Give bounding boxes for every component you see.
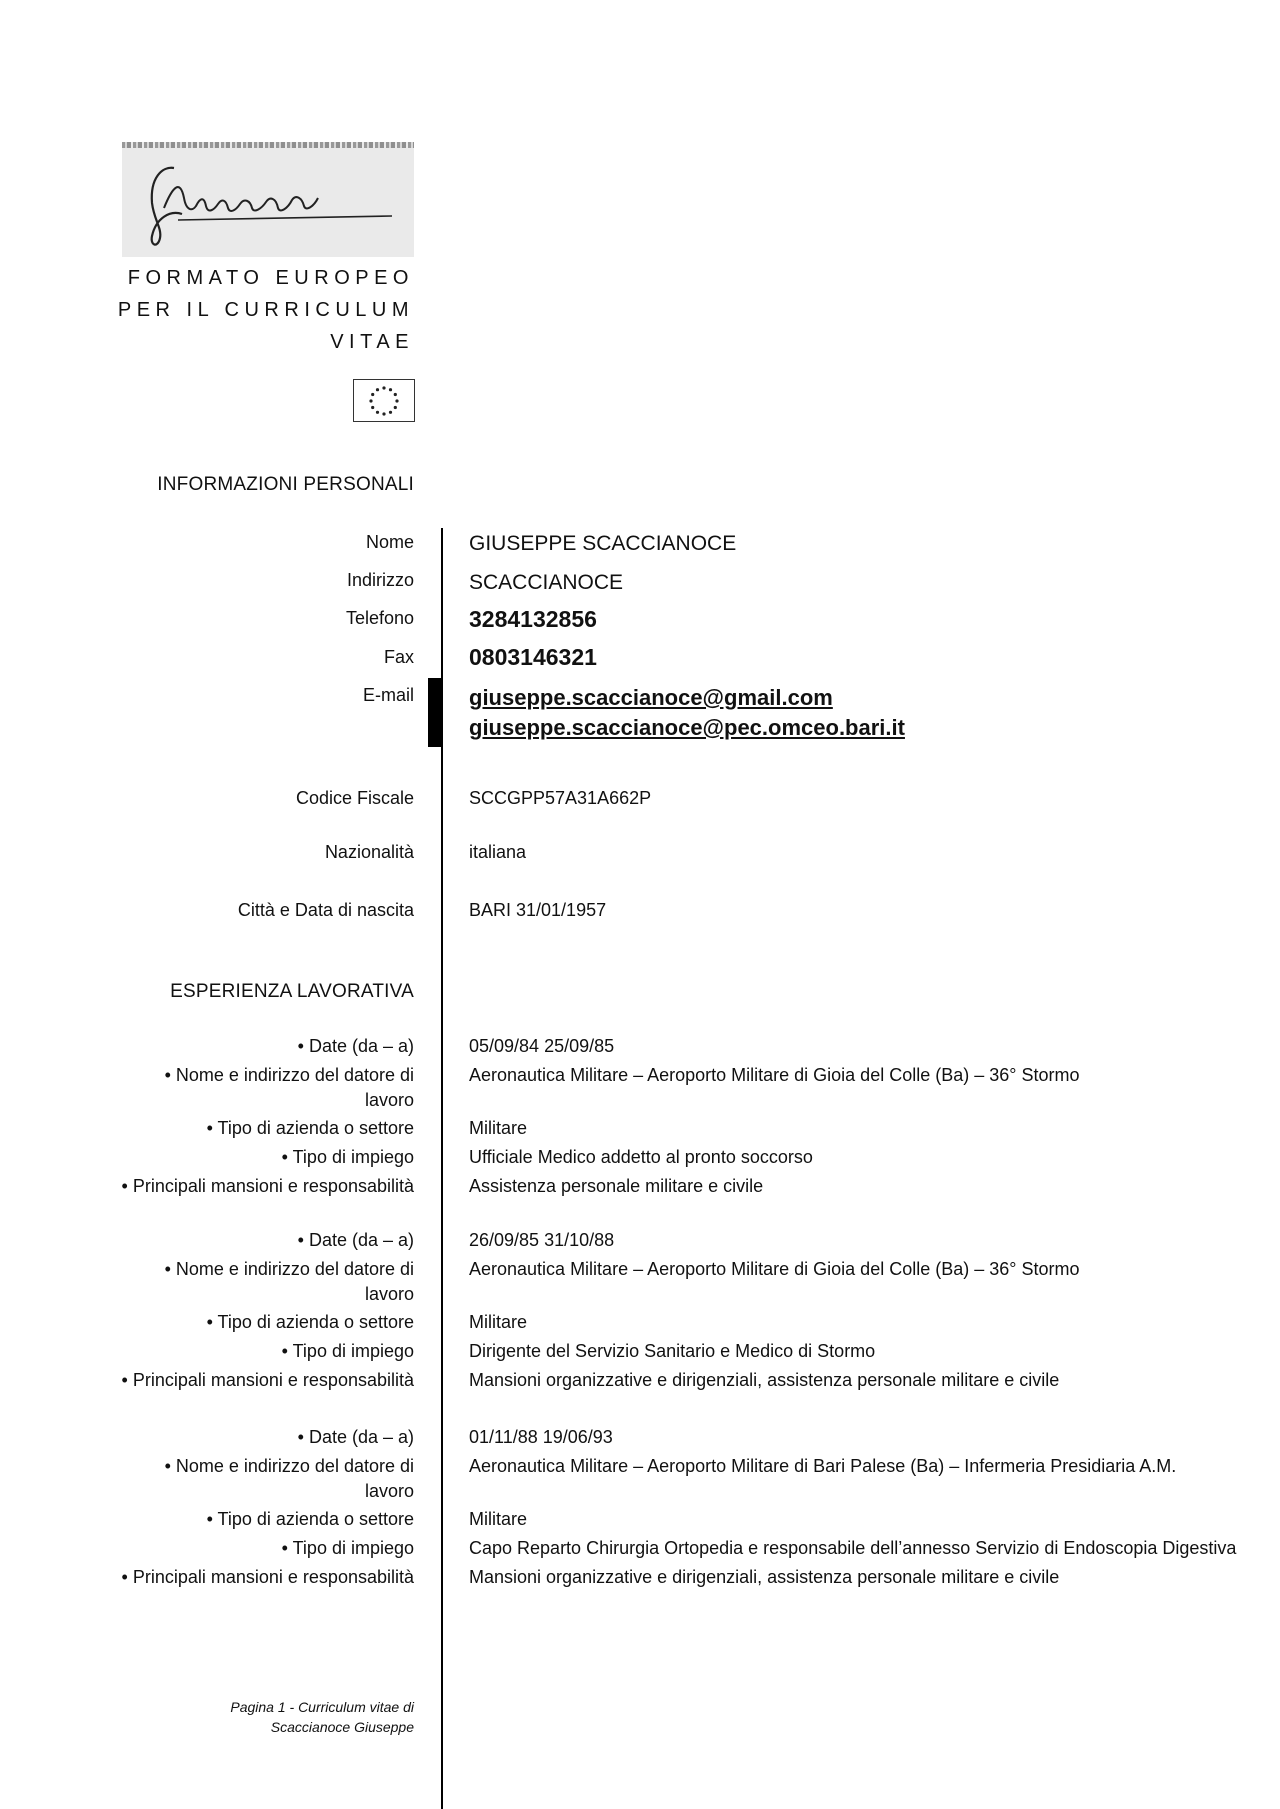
entry-1-date: 05/09/84 25/09/85	[469, 1036, 615, 1056]
sector-label: • Tipo di azienda o settore	[206, 1312, 414, 1332]
nazionalita-label: Nazionalità	[324, 842, 414, 862]
nome-label: Nome	[365, 532, 414, 552]
employer-label	[94, 1063, 414, 1113]
footer-line-2: Scaccianoce Giuseppe	[270, 1719, 414, 1735]
entry-3-sector: Militare	[469, 1509, 528, 1529]
entry-1-duties: Assistenza personale militare e civile	[469, 1176, 764, 1196]
title-line-2: PER IL CURRICULUM	[117, 299, 414, 321]
indirizzo-label: Indirizzo	[346, 570, 414, 590]
employer-label-line2: lavoro	[364, 1090, 414, 1110]
date-label: • Date (da – a)	[297, 1427, 414, 1447]
entry-2-duties: Mansioni organizzative e dirigenziali, assistenza personale militare e civile	[469, 1370, 1060, 1390]
employer-label-line1: • Nome e indirizzo del datore di	[164, 1259, 414, 1279]
employer-label-line1: • Nome e indirizzo del datore di	[164, 1456, 414, 1476]
title-line-1: FORMATO EUROPEO	[127, 267, 414, 289]
email-label: E-mail	[362, 685, 414, 705]
entry-1-sector: Militare	[469, 1118, 528, 1138]
employer-label	[94, 1454, 414, 1504]
position-label: • Tipo di impiego	[281, 1341, 414, 1361]
duties-label: • Principali mansioni e responsabilità	[121, 1370, 414, 1390]
entry-3-date: 01/11/88 19/06/93	[469, 1427, 613, 1447]
entry-2-sector: Militare	[469, 1312, 528, 1332]
entry-1-employer: Aeronautica Militare – Aeroporto Militare di Gioia del Colle (Ba) – 36° Stormo	[469, 1065, 1080, 1085]
duties-label: • Principali mansioni e responsabilità	[121, 1567, 414, 1587]
email-link-primary[interactable]: giuseppe.scaccianoce@gmail.com	[469, 685, 833, 710]
page-footer	[154, 1697, 414, 1737]
indirizzo-value: SCACCIANOCE	[469, 571, 624, 594]
nome-value: GIUSEPPE SCACCIANOCE	[469, 532, 737, 555]
employer-label-line1: • Nome e indirizzo del datore di	[164, 1065, 414, 1085]
eu-flag-icon	[353, 379, 415, 422]
telefono-label: Telefono	[345, 608, 414, 628]
personal-info-heading: INFORMAZIONI PERSONALI	[157, 474, 414, 495]
nazionalita-value: italiana	[469, 842, 527, 862]
entry-2-date: 26/09/85 31/10/88	[469, 1230, 615, 1250]
experience-heading: ESPERIENZA LAVORATIVA	[170, 981, 414, 1002]
entry-2-employer: Aeronautica Militare – Aeroporto Militare di Gioia del Colle (Ba) – 36° Stormo	[469, 1259, 1080, 1279]
entry-3-position: Capo Reparto Chirurgia Ortopedia e responsabile dell’annesso Servizio di Endoscopia Digestiva	[469, 1538, 1237, 1558]
employer-label-line2: lavoro	[364, 1284, 414, 1304]
entry-1-position: Ufficiale Medico addetto al pronto soccorso	[469, 1147, 813, 1167]
entry-3-employer: Aeronautica Militare – Aeroporto Militare di Bari Palese (Ba) – Infermeria Presidiaria A.M.	[469, 1456, 1177, 1476]
footer-line-1: Pagina 1 - Curriculum vitae di	[230, 1699, 414, 1715]
duties-label: • Principali mansioni e responsabilità	[121, 1176, 414, 1196]
fax-label: Fax	[383, 647, 414, 667]
entry-2-position: Dirigente del Servizio Sanitario e Medico di Stormo	[469, 1341, 876, 1361]
title-line-3: VITAE	[330, 331, 414, 353]
employer-label	[94, 1257, 414, 1307]
document-title	[84, 262, 414, 358]
nascita-label: Città e Data di nascita	[237, 900, 414, 920]
entry-3-duties: Mansioni organizzative e dirigenziali, assistenza personale militare e civile	[469, 1567, 1060, 1587]
fax-value: 0803146321	[469, 644, 597, 670]
telefono-value: 3284132856	[469, 606, 597, 632]
date-label: • Date (da – a)	[297, 1036, 414, 1056]
nascita-value: BARI 31/01/1957	[469, 900, 607, 920]
email-link-pec[interactable]: giuseppe.scaccianoce@pec.omceo.bari.it	[469, 715, 905, 740]
signature-image	[122, 148, 414, 257]
sector-label: • Tipo di azienda o settore	[206, 1118, 414, 1138]
position-label: • Tipo di impiego	[281, 1538, 414, 1558]
sector-label: • Tipo di azienda o settore	[206, 1509, 414, 1529]
divider-marker	[428, 678, 443, 747]
codice-fiscale-label: Codice Fiscale	[295, 788, 414, 808]
date-label: • Date (da – a)	[297, 1230, 414, 1250]
employer-label-line2: lavoro	[364, 1481, 414, 1501]
codice-fiscale-value: SCCGPP57A31A662P	[469, 788, 652, 808]
position-label: • Tipo di impiego	[281, 1147, 414, 1167]
